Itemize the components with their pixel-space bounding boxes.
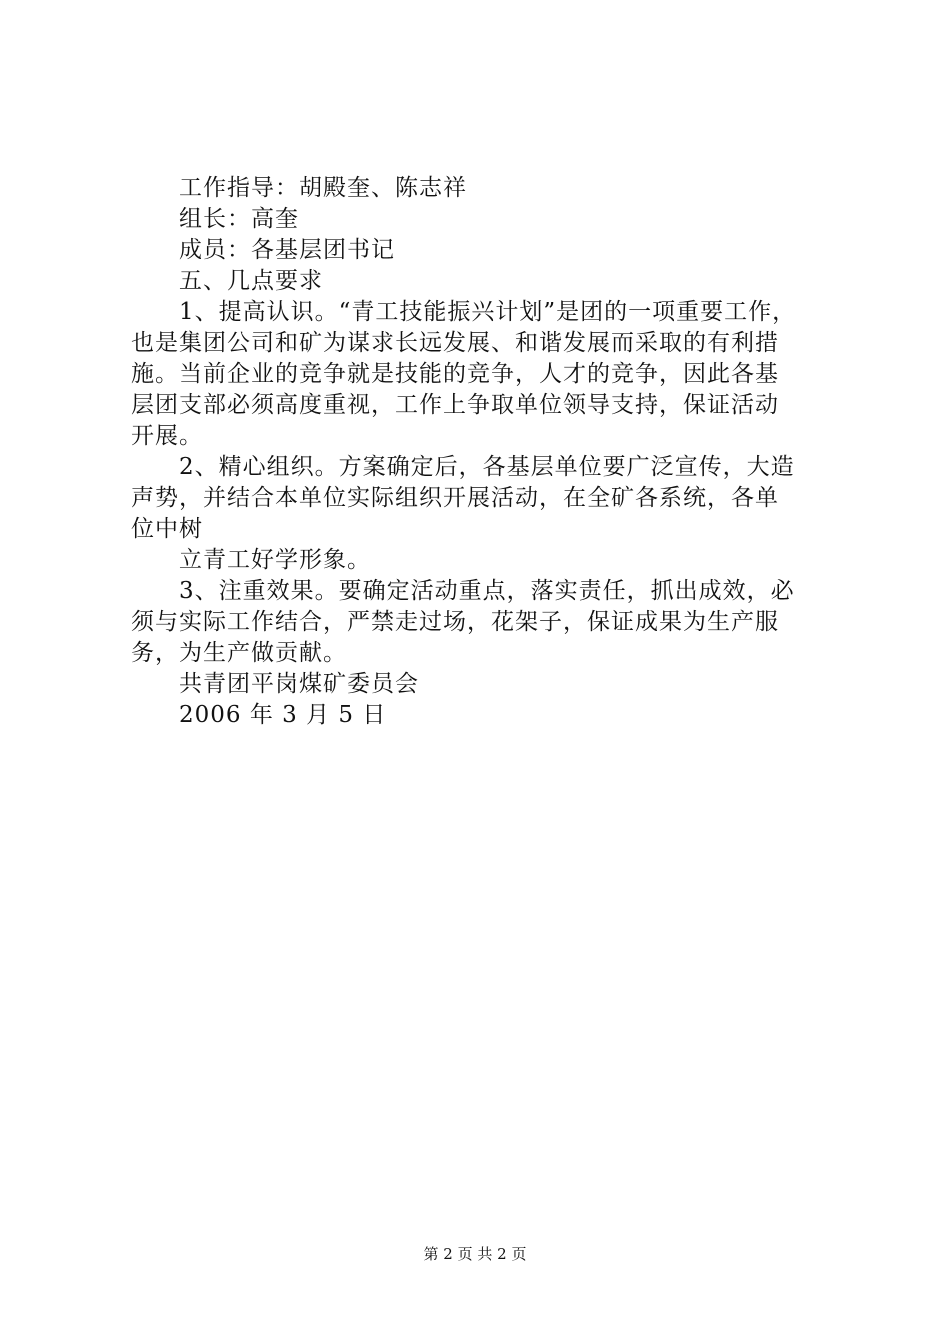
text-line-req3-a: 3、注重效果。要确定活动重点，落实责任，抓出成效，必	[179, 578, 795, 604]
text-line-work-guidance: 工作指导：胡殿奎、陈志祥	[179, 175, 467, 201]
page-number-footer: 第 2 页 共 2 页	[423, 1245, 527, 1263]
text-line-req2-a: 2、精心组织。方案确定后，各基层单位要广泛宣传，大造	[179, 454, 795, 480]
text-line-req1-a: 1、提高认识。“青工技能振兴计划”是团的一项重要工作，	[179, 299, 797, 325]
text-line-req2-c: 位中树	[131, 516, 203, 542]
signature-organization: 共青团平岗煤矿委员会	[179, 671, 419, 697]
document-body	[131, 173, 835, 731]
text-line-req3-c: 务，为生产做贡献。	[131, 640, 347, 666]
text-line-req3-b: 须与实际工作结合，严禁走过场，花架子，保证成果为生产服	[131, 609, 779, 635]
text-line-req1-e: 开展。	[131, 423, 203, 449]
text-line-req2-d: 立青工好学形象。	[179, 547, 371, 573]
text-line-req1-c: 施。当前企业的竞争就是技能的竞争，人才的竞争，因此各基	[131, 361, 779, 387]
text-line-members: 成员：各基层团书记	[179, 237, 395, 263]
text-line-req1-b: 也是集团公司和矿为谋求长远发展、和谐发展而采取的有利措	[131, 330, 779, 356]
text-line-req2-b: 声势，并结合本单位实际组织开展活动，在全矿各系统，各单	[131, 485, 779, 511]
text-line-req1-d: 层团支部必须高度重视，工作上争取单位领导支持，保证活动	[131, 392, 779, 418]
signature-date: 2006 年 3 月 5 日	[179, 702, 387, 728]
section-heading-requirements: 五、几点要求	[179, 268, 323, 294]
text-line-team-leader: 组长：高奎	[179, 206, 299, 232]
